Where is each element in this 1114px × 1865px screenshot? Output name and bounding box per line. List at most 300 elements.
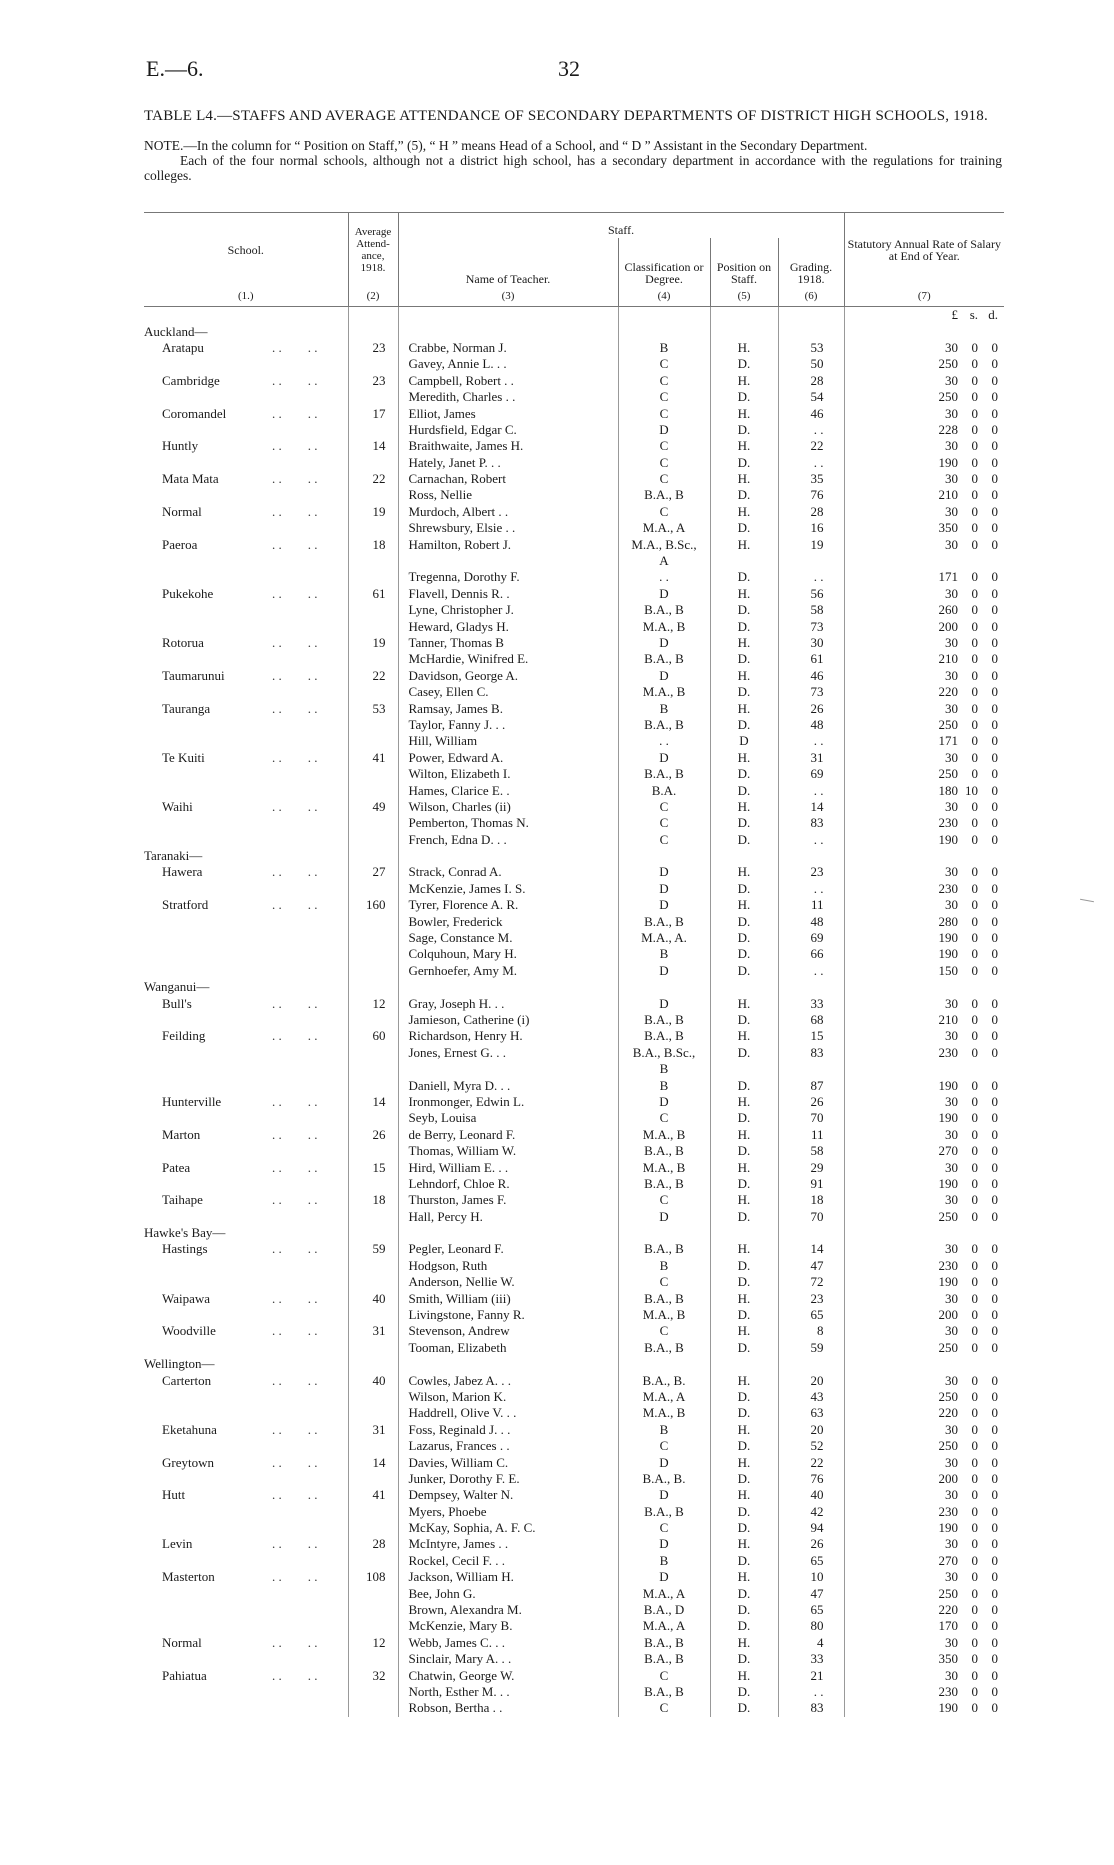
salary-shillings: 0	[971, 716, 979, 732]
salary	[844, 1372, 1004, 1388]
teacher-name: Livingstone, Fanny R.	[398, 1307, 618, 1323]
average-attendance	[348, 1553, 398, 1569]
table-row	[144, 1110, 1004, 1126]
salary-pence: 0	[991, 1569, 999, 1585]
salary-shillings: 0	[971, 405, 979, 421]
school-name-text: Patea	[162, 1159, 191, 1175]
salary-pence: 0	[991, 1175, 999, 1191]
position-on-staff: H.	[710, 1159, 778, 1175]
average-attendance: 28	[348, 1536, 398, 1552]
salary-shillings: 0	[971, 1159, 979, 1175]
classification: D	[618, 422, 710, 438]
leader-dots: . . . .	[272, 339, 318, 355]
teacher-name: Hamilton, Robert J.	[398, 536, 618, 552]
grading: 69	[778, 930, 844, 946]
teacher-name: Casey, Ellen C.	[398, 684, 618, 700]
school-name	[144, 1536, 348, 1552]
position-on-staff	[710, 979, 778, 995]
salary	[844, 1618, 1004, 1634]
salary-pence: 0	[991, 1339, 999, 1355]
classification	[618, 848, 710, 864]
salary	[844, 651, 1004, 667]
col-grading-header: Grading. 1918.	[778, 238, 844, 287]
teacher-name	[398, 1061, 618, 1077]
position-on-staff: H.	[710, 668, 778, 684]
salary-shillings: 0	[971, 585, 979, 601]
teacher-name: French, Edna D. . .	[398, 832, 618, 848]
school-name	[144, 487, 348, 503]
salary-shillings: 0	[971, 1388, 979, 1404]
table-row	[144, 487, 1004, 503]
average-attendance: 26	[348, 1127, 398, 1143]
average-attendance	[348, 1307, 398, 1323]
position-on-staff: H.	[710, 1290, 778, 1306]
col-position-header: Position on Staff.	[710, 238, 778, 287]
grading: 29	[778, 1159, 844, 1175]
salary	[844, 1553, 1004, 1569]
grading: 28	[778, 504, 844, 520]
grading: . .	[778, 422, 844, 438]
school-name-text: Hutt	[162, 1487, 186, 1503]
teacher-name: Ironmonger, Edwin L.	[398, 1094, 618, 1110]
salary-pence: 0	[991, 1454, 999, 1470]
salary	[844, 979, 1004, 995]
grading	[778, 1356, 844, 1372]
salary	[844, 1307, 1004, 1323]
grading: . .	[778, 963, 844, 979]
table-row	[144, 635, 1004, 651]
school-name	[144, 1520, 348, 1536]
average-attendance	[348, 1405, 398, 1421]
salary-shillings: 0	[971, 1323, 979, 1339]
salary-pounds: 190	[938, 1274, 959, 1290]
salary-pounds: 210	[938, 651, 959, 667]
school-name	[144, 1389, 348, 1405]
average-attendance	[348, 1110, 398, 1126]
salary	[844, 487, 1004, 503]
position-on-staff: D.	[710, 1176, 778, 1192]
salary-pounds: 270	[938, 1552, 959, 1568]
salary-pence: 0	[991, 1077, 999, 1093]
salary-pence: 0	[991, 618, 999, 634]
average-attendance: 108	[348, 1569, 398, 1585]
teacher-name: Sage, Constance M.	[398, 930, 618, 946]
school-name	[144, 1422, 348, 1438]
position-on-staff: D.	[710, 455, 778, 471]
classification: C	[618, 455, 710, 471]
teacher-name: Jamieson, Catherine (i)	[398, 1012, 618, 1028]
grading: 53	[778, 340, 844, 356]
position-on-staff: D.	[710, 1700, 778, 1716]
average-attendance	[348, 832, 398, 848]
classification: C	[618, 438, 710, 454]
teacher-name: McKenzie, Mary B.	[398, 1618, 618, 1634]
salary	[844, 750, 1004, 766]
position-on-staff: H.	[710, 1569, 778, 1585]
salary-shillings: 0	[971, 1454, 979, 1470]
salary	[844, 864, 1004, 880]
salary-pence: 0	[991, 356, 999, 372]
classification: B.A., B	[618, 1143, 710, 1159]
salary	[844, 1536, 1004, 1552]
school-name	[144, 471, 348, 487]
salary-shillings: 0	[971, 618, 979, 634]
salary-pence: 0	[991, 1159, 999, 1175]
salary-shillings: 0	[971, 700, 979, 716]
classification: M.A., A	[618, 1389, 710, 1405]
salary-pounds: 30	[945, 1421, 959, 1437]
position-on-staff	[710, 1356, 778, 1372]
leader-dots: . . . .	[272, 1093, 318, 1109]
table-row	[144, 1422, 1004, 1438]
salary-shillings: 0	[971, 667, 979, 683]
salary-shillings: 0	[971, 995, 979, 1011]
teacher-name: Wilson, Marion K.	[398, 1389, 618, 1405]
classification: C	[618, 1192, 710, 1208]
salary	[844, 930, 1004, 946]
average-attendance: 60	[348, 1028, 398, 1044]
grading: 59	[778, 1340, 844, 1356]
average-attendance	[348, 1143, 398, 1159]
leader-dots: . . . .	[272, 471, 318, 487]
salary	[844, 536, 1004, 552]
salary-pence: 0	[991, 454, 999, 470]
salary-pounds: 220	[938, 1602, 959, 1618]
classification: D	[618, 668, 710, 684]
position-on-staff: D.	[710, 569, 778, 585]
average-attendance	[348, 1438, 398, 1454]
table-title: TABLE L4.—STAFFS AND AVERAGE ATTENDANCE OF SECONDARY DEPARTMENTS OF DISTRICT HIGH SCHOOLS, 1918.	[144, 108, 988, 124]
school-name-text: Stratford	[162, 897, 209, 913]
position-on-staff: H.	[710, 340, 778, 356]
classification: D	[618, 635, 710, 651]
grading: 76	[778, 487, 844, 503]
teacher-name: Foss, Reginald J. . .	[398, 1422, 618, 1438]
grading: . .	[778, 832, 844, 848]
position-on-staff: H.	[710, 799, 778, 815]
salary	[844, 323, 1004, 339]
grading: . .	[778, 881, 844, 897]
salary-pence: 0	[991, 1438, 999, 1454]
classification: B.A., B	[618, 1504, 710, 1520]
salary-pence: 0	[991, 1503, 999, 1519]
grading: 21	[778, 1667, 844, 1683]
table-row	[144, 1569, 1004, 1585]
position-on-staff: D.	[710, 1143, 778, 1159]
leader-dots: . . . .	[272, 1159, 318, 1175]
salary-shillings: 0	[971, 1257, 979, 1273]
school-name	[144, 373, 348, 389]
school-name	[144, 897, 348, 913]
salary-pence: 0	[991, 421, 999, 437]
salary	[844, 766, 1004, 782]
salary-shillings: 0	[971, 1520, 979, 1536]
classification: B.A., B	[618, 1635, 710, 1651]
grading	[778, 553, 844, 569]
school-name-text: Greytown	[162, 1454, 214, 1470]
position-on-staff: H.	[710, 635, 778, 651]
average-attendance	[348, 1602, 398, 1618]
salary	[844, 1700, 1004, 1716]
position-on-staff: H.	[710, 995, 778, 1011]
classification: B	[618, 1077, 710, 1093]
teacher-name: Ross, Nellie	[398, 487, 618, 503]
salary-shillings: 0	[971, 831, 979, 847]
teacher-name: Smith, William (iii)	[398, 1290, 618, 1306]
salary-shillings: 0	[971, 1421, 979, 1437]
salary-shillings: 0	[971, 1044, 979, 1060]
position-on-staff: D.	[710, 717, 778, 733]
position-on-staff: H.	[710, 471, 778, 487]
salary-pence: 0	[991, 536, 999, 552]
school-name	[144, 569, 348, 585]
leader-dots: . . . .	[272, 1569, 318, 1585]
average-attendance: 31	[348, 1323, 398, 1339]
teacher-name: McHardie, Winifred E.	[398, 651, 618, 667]
grading: 65	[778, 1602, 844, 1618]
salary-pence: 0	[991, 815, 999, 831]
salary-pounds: 30	[945, 1487, 959, 1503]
school-name-text: Normal	[162, 1634, 202, 1650]
salary-shillings: 0	[971, 815, 979, 831]
col-salary-header: Statutory Annual Rate of Salary at End of Year.	[844, 213, 1004, 288]
table-row	[144, 750, 1004, 766]
position-on-staff: D.	[710, 766, 778, 782]
average-attendance	[348, 1340, 398, 1356]
position-on-staff: D.	[710, 1585, 778, 1601]
teacher-name: Crabbe, Norman J.	[398, 340, 618, 356]
teacher-name	[398, 1225, 618, 1241]
salary-shillings: 0	[971, 536, 979, 552]
salary-shillings: 0	[971, 1077, 979, 1093]
salary-pounds: 171	[938, 733, 959, 749]
average-attendance: 14	[348, 438, 398, 454]
region-row	[144, 1225, 1004, 1241]
average-attendance	[348, 1208, 398, 1224]
position-on-staff: D.	[710, 1012, 778, 1028]
salary-pounds: 350	[938, 520, 959, 536]
position-on-staff: H.	[710, 700, 778, 716]
table-row	[144, 799, 1004, 815]
salary-pounds: 190	[938, 1700, 959, 1716]
salary	[844, 684, 1004, 700]
col-number: (3)	[398, 287, 618, 307]
grading	[778, 979, 844, 995]
salary-shillings: 0	[971, 1405, 979, 1421]
school-name	[144, 651, 348, 667]
teacher-name: Heward, Gladys H.	[398, 618, 618, 634]
school-name-text: Pukekohe	[162, 585, 214, 601]
position-on-staff: H.	[710, 1635, 778, 1651]
teacher-name: Tregenna, Dorothy F.	[398, 569, 618, 585]
teacher-name: Hurdsfield, Edgar C.	[398, 422, 618, 438]
average-attendance: 15	[348, 1159, 398, 1175]
grading: 47	[778, 1258, 844, 1274]
teacher-name: North, Esther M. . .	[398, 1684, 618, 1700]
grading: 28	[778, 373, 844, 389]
position-on-staff: H.	[710, 1028, 778, 1044]
grading: 69	[778, 766, 844, 782]
position-on-staff: H.	[710, 1422, 778, 1438]
table-row	[144, 1323, 1004, 1339]
average-attendance: 32	[348, 1667, 398, 1683]
salary	[844, 1012, 1004, 1028]
school-name	[144, 1454, 348, 1470]
table-row	[144, 1127, 1004, 1143]
average-attendance: 22	[348, 471, 398, 487]
average-attendance	[348, 1176, 398, 1192]
col-school-header: School.	[144, 213, 348, 288]
school-name-text: Woodville	[162, 1323, 216, 1339]
position-on-staff: D.	[710, 1618, 778, 1634]
school-name	[144, 1684, 348, 1700]
table-row	[144, 1438, 1004, 1454]
average-attendance	[348, 1077, 398, 1093]
table-row	[144, 782, 1004, 798]
salary	[844, 963, 1004, 979]
col-number: (1.)	[144, 287, 348, 307]
school-name	[144, 504, 348, 520]
position-on-staff: D	[710, 733, 778, 749]
average-attendance	[348, 455, 398, 471]
school-name-text: Eketahuna	[162, 1421, 217, 1437]
classification: M.A., B	[618, 1405, 710, 1421]
table-row	[144, 373, 1004, 389]
classification: C	[618, 1110, 710, 1126]
grading: 35	[778, 471, 844, 487]
table-row	[144, 1684, 1004, 1700]
school-name	[144, 553, 348, 569]
classification: C	[618, 799, 710, 815]
grading	[778, 323, 844, 339]
average-attendance	[348, 930, 398, 946]
table-row	[144, 536, 1004, 552]
salary-shillings: 0	[971, 372, 979, 388]
salary-pounds: 30	[945, 471, 959, 487]
salary-pence: 0	[991, 1192, 999, 1208]
grading: 61	[778, 651, 844, 667]
teacher-name: Thomas, William W.	[398, 1143, 618, 1159]
classification: C	[618, 1274, 710, 1290]
salary-shillings: 0	[971, 1487, 979, 1503]
salary-pounds: 220	[938, 1405, 959, 1421]
classification: C	[618, 1520, 710, 1536]
salary-shillings: 0	[971, 766, 979, 782]
salary-pounds: 250	[938, 716, 959, 732]
teacher-name	[398, 979, 618, 995]
salary-shillings: 0	[971, 1700, 979, 1716]
table-row	[144, 1487, 1004, 1503]
position-on-staff: D.	[710, 1274, 778, 1290]
school-name	[144, 1323, 348, 1339]
average-attendance: 18	[348, 1192, 398, 1208]
position-on-staff: H.	[710, 586, 778, 602]
salary	[844, 340, 1004, 356]
school-name	[144, 1127, 348, 1143]
salary	[844, 422, 1004, 438]
leader-dots: . . . .	[272, 1192, 318, 1208]
salary-shillings: 0	[971, 651, 979, 667]
salary	[844, 1471, 1004, 1487]
school-name	[144, 586, 348, 602]
grading: 14	[778, 1241, 844, 1257]
col-classification-header: Classification or Degree.	[618, 238, 710, 287]
salary-pence: 0	[991, 1405, 999, 1421]
grading	[778, 848, 844, 864]
salary-pounds: 30	[945, 1126, 959, 1142]
average-attendance	[348, 848, 398, 864]
col-number: (4)	[618, 287, 710, 307]
position-on-staff: D.	[710, 1340, 778, 1356]
school-name	[144, 602, 348, 618]
classification	[618, 979, 710, 995]
grading: 46	[778, 668, 844, 684]
teacher-name: Taylor, Fanny J. . .	[398, 717, 618, 733]
average-attendance: 14	[348, 1094, 398, 1110]
school-name	[144, 356, 348, 372]
school-name	[144, 1651, 348, 1667]
school-name-text: Feilding	[162, 1028, 206, 1044]
teacher-name: Hames, Clarice E. .	[398, 782, 618, 798]
table-row	[144, 1553, 1004, 1569]
grading: 11	[778, 1127, 844, 1143]
leader-dots: . . . .	[272, 1634, 318, 1650]
salary	[844, 946, 1004, 962]
average-attendance	[348, 1471, 398, 1487]
position-on-staff: D.	[710, 1258, 778, 1274]
school-name	[144, 1159, 348, 1175]
classification: B.A., B	[618, 1012, 710, 1028]
salary-pounds: 350	[938, 1651, 959, 1667]
table-row	[144, 913, 1004, 929]
salary-pence: 0	[991, 1093, 999, 1109]
classification: C	[618, 1667, 710, 1683]
teacher-name: Thurston, James F.	[398, 1192, 618, 1208]
salary	[844, 1045, 1004, 1061]
salary-pounds: 230	[938, 1503, 959, 1519]
classification	[618, 1356, 710, 1372]
classification: B.A.	[618, 782, 710, 798]
classification: C	[618, 471, 710, 487]
salary-pounds: 30	[945, 438, 959, 454]
average-attendance	[348, 422, 398, 438]
salary-shillings: 0	[971, 1307, 979, 1323]
table-row	[144, 438, 1004, 454]
table-row	[144, 1274, 1004, 1290]
position-on-staff: D.	[710, 1077, 778, 1093]
salary-pence: 0	[991, 635, 999, 650]
average-attendance	[348, 618, 398, 634]
grading: 72	[778, 1274, 844, 1290]
classification: M.A., B	[618, 618, 710, 634]
table-row	[144, 1651, 1004, 1667]
teacher-name: Tanner, Thomas B	[398, 635, 618, 651]
grading: 48	[778, 717, 844, 733]
salary-shillings: 0	[971, 1470, 979, 1486]
grading: 43	[778, 1389, 844, 1405]
average-attendance	[348, 1520, 398, 1536]
grading: 4	[778, 1635, 844, 1651]
table-row	[144, 1504, 1004, 1520]
leader-dots: . . . .	[272, 405, 318, 421]
grading: 83	[778, 815, 844, 831]
grading: 14	[778, 799, 844, 815]
leader-dots: . . . .	[272, 995, 318, 1011]
grading: 73	[778, 684, 844, 700]
position-on-staff: D.	[710, 422, 778, 438]
salary-shillings: 0	[971, 1175, 979, 1191]
leader-dots: . . . .	[272, 1126, 318, 1142]
